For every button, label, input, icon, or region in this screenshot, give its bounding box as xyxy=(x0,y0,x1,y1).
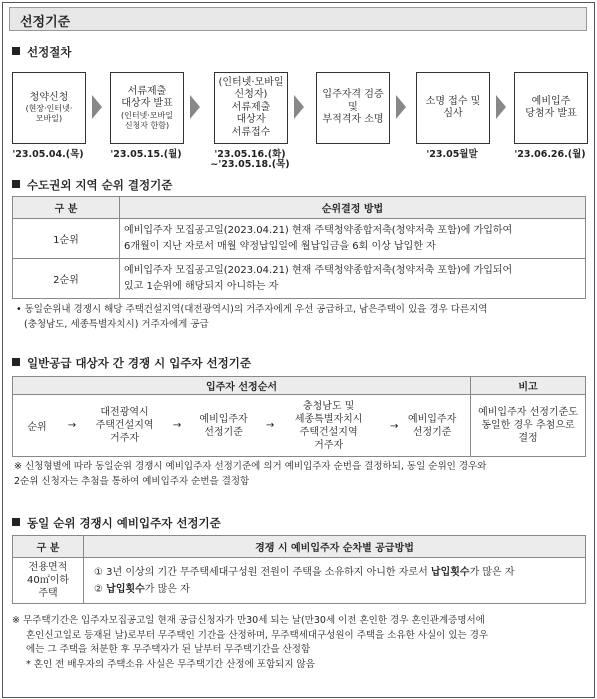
category-cell: 전용면적 40㎡이하 주택 xyxy=(13,558,84,604)
same-rank-table xyxy=(12,535,586,604)
rank-label: 순위 xyxy=(13,395,62,457)
note-line: 에는 그 주택을 처분한 후 무주택자가 된 날부터 무주택기간을 산정함 xyxy=(26,644,311,656)
supply-item-1: ① 3년 이상의 기간 무주택세대구성원 전원이 주택을 소유하지 아니한 자로서 납입횟수가 많은 자 xyxy=(94,566,515,578)
table-row xyxy=(13,395,586,457)
step-label: (인터넷·모바일 신청자) 서류제출 대상자 서류접수 xyxy=(218,76,284,138)
rank-cell: 1순위 xyxy=(13,219,120,259)
page-title: 선정기준 xyxy=(20,15,71,30)
order-step-2: 예비입주자 선정기준 xyxy=(188,395,259,457)
order-header: 입주자 선정순서 xyxy=(13,377,471,395)
note-line: * 혼인 전 배우자의 주택소유 사실은 무주택기간 산정에 포함되지 않음 xyxy=(26,659,315,671)
step-date: '23.05.04.(목) xyxy=(12,149,84,160)
chevron-right-icon xyxy=(496,95,506,119)
procedure-step-box xyxy=(12,72,86,144)
no-house-note xyxy=(12,614,488,673)
procedure-step-box xyxy=(214,72,288,144)
procedure-step-box xyxy=(110,72,184,144)
method-line: 있고 1순위에 해당되지 아니하는 자 xyxy=(124,280,279,292)
order-step-4: 예비입주자 선정기준 xyxy=(407,413,457,438)
selection-order-table xyxy=(12,376,586,457)
step-label: 청약신청 xyxy=(29,91,69,103)
step-date: '23.06.26.(월) xyxy=(514,149,586,160)
step-sublabel: (현장·인터넷· 모바일) xyxy=(25,104,73,124)
note-line: 혼인신고일로 등재된 날)로부터 무주택인 기간을 산정하며, 무주택세대구성원이 주택을 소유한 사실이 있는 경우 xyxy=(26,629,489,641)
note-line: (충청남도, 세종특별자치시) 거주자에게 공급 xyxy=(24,318,209,330)
method-col-header: 순위결정 방법 xyxy=(120,197,586,219)
step-date: '23.05.15.(월) xyxy=(110,149,182,160)
chevron-right-icon xyxy=(294,95,304,119)
table-row xyxy=(13,259,586,299)
category-col-header: 구 분 xyxy=(13,536,84,558)
arrow-icon: → xyxy=(390,420,399,432)
table-row xyxy=(13,219,586,259)
method-line: 6개월이 지난 자로서 매월 약정납입일에 월납입금을 6회 이상 납입한 자 xyxy=(124,240,436,252)
chevron-right-icon xyxy=(396,95,406,119)
rank-col-header: 구 분 xyxy=(13,197,120,219)
procedure-step-box xyxy=(514,72,588,144)
chevron-right-icon xyxy=(190,95,200,119)
note-line: ※ 무주택기간은 입주자모집공고일 현재 공급신청자가 만30세 되는 날(만30세 이전 혼인한 경우 혼인관계증명서에 xyxy=(12,615,485,626)
step-date: '23.05월말 xyxy=(426,149,478,160)
rank-note xyxy=(16,303,487,332)
procedure-step-box xyxy=(316,72,390,144)
square-bullet-icon xyxy=(12,518,20,526)
step-label: 서류제출 대상자 발표 xyxy=(121,85,173,109)
step-label: 입주자격 검증 및 부적격자 소명 xyxy=(322,89,384,126)
square-bullet-icon xyxy=(12,180,20,188)
order-step-3: 충청남도 및 세종특별자치시 주택건설지역 거주자 xyxy=(281,395,376,457)
method-line: 예비입주자 모집공고일(2023.04.21) 현재 주택청약종합저축(청약저축 포함)에 가입하여 xyxy=(124,224,513,236)
note-line: 2순위 신청자는 추첨을 통하여 예비입주자 순번을 결정함 xyxy=(14,475,250,487)
remark-cell: 예비입주자 선정기준도 동일한 경우 추첨으로 결정 xyxy=(471,395,586,457)
section-heading-same-rank: 동일 순위 경쟁시 예비입주자 선정기준 xyxy=(12,515,221,531)
title-bar xyxy=(9,7,587,31)
section-heading-rank: 수도권외 지역 순위 결정기준 xyxy=(12,177,172,193)
supply-item-2: ② 납입횟수가 많은 자 xyxy=(94,583,190,595)
rank-cell: 2순위 xyxy=(13,259,120,299)
table-row xyxy=(13,558,586,604)
note-line: • 동일순위내 경쟁시 해당 주택건설지역(대전광역시)의 거주자에게 우선 공급하고, 남은주택이 있을 경우 다른지역 xyxy=(16,304,488,315)
chevron-right-icon xyxy=(92,95,102,119)
arrow-icon: → xyxy=(61,395,83,457)
rank-table xyxy=(12,196,586,299)
step-label: 소명 접수 및 심사 xyxy=(425,95,481,119)
step-sublabel: (인터넷·모바일 신청자 한함) xyxy=(120,110,174,130)
square-bullet-icon xyxy=(12,358,20,366)
arrow-icon: → xyxy=(259,395,281,457)
remark-header: 비고 xyxy=(471,377,586,395)
step-label: 예비입주 당첨자 발표 xyxy=(525,95,577,119)
procedure-step-box xyxy=(416,72,490,144)
section-heading-competition: 일반공급 대상자 간 경쟁 시 입주자 선정기준 xyxy=(12,355,251,371)
supply-method-col-header: 경쟁 시 예비입주자 순차별 공급방법 xyxy=(84,536,586,558)
competition-note xyxy=(14,460,486,489)
step-date: '23.05.16.(화) ~'23.05.18.(목) xyxy=(210,149,290,171)
order-step-1: 대전광역시 주택건설지역 거주자 xyxy=(83,395,166,457)
section-heading-procedure: 선정절차 xyxy=(12,44,71,60)
note-line: ※ 신청형별에 따라 동일순위 경쟁시 예비입주자 선정기준에 의거 예비입주자 순번을 결정하되, 동일 순위인 경우와 xyxy=(14,461,487,472)
method-line: 예비입주자 모집공고일(2023.04.21) 현재 주택청약종합저축(청약저축 포함)에 가입되어 xyxy=(124,264,513,276)
arrow-icon: → xyxy=(166,395,188,457)
square-bullet-icon xyxy=(12,47,20,55)
